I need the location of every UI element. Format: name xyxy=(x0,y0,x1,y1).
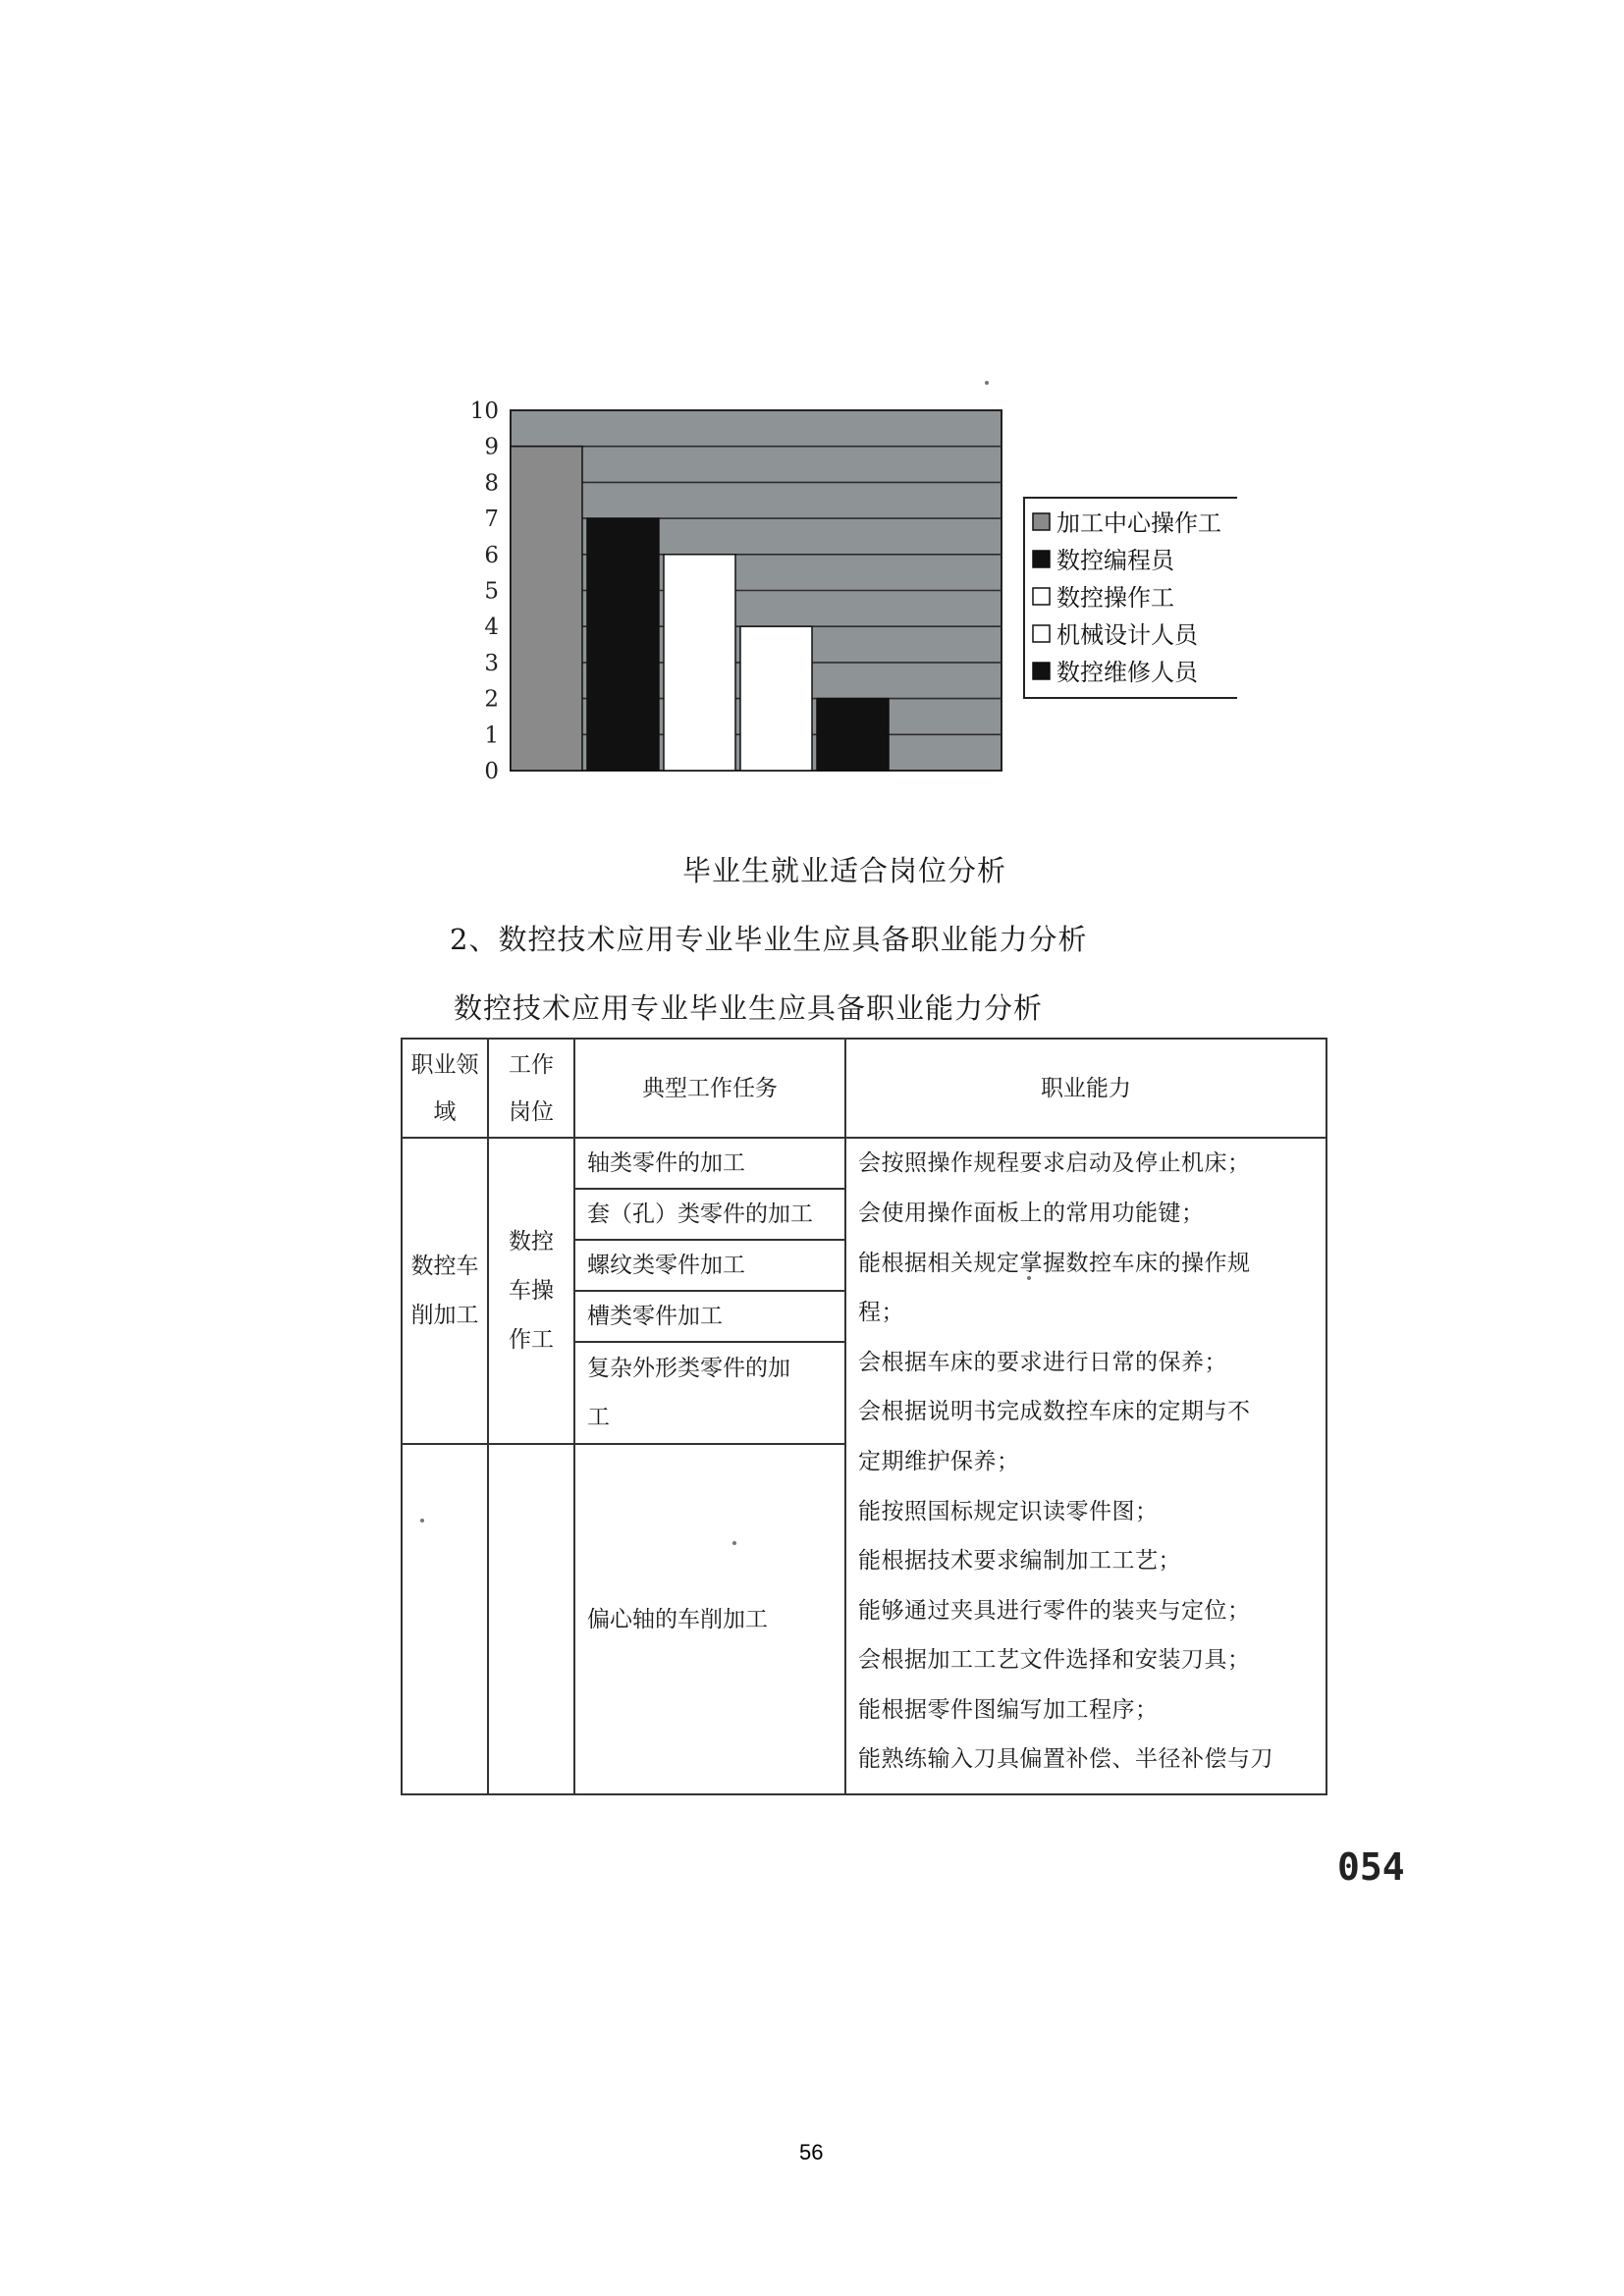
legend-label: 数控编程员 xyxy=(1056,547,1174,574)
domain-cell xyxy=(402,1138,488,1444)
bar-2 xyxy=(587,518,659,771)
ability-line: 会根据加工工艺文件选择和安装刀具； xyxy=(858,1647,1251,1674)
ability-line: 能按照国标规定识读零件图； xyxy=(858,1498,1159,1524)
y-tick-label: 2 xyxy=(484,686,499,713)
header-task: 典型工作任务 xyxy=(574,1039,845,1138)
section-heading: 2、数控技术应用专业毕业生应具备职业能力分析 xyxy=(450,923,1088,956)
legend-label: 机械设计人员 xyxy=(1056,621,1198,649)
scan-speck xyxy=(732,1541,736,1545)
header-post xyxy=(488,1039,574,1138)
bar-4 xyxy=(740,626,812,771)
stamp-page-number: 054 xyxy=(1337,1845,1405,1889)
legend-swatch xyxy=(1033,513,1050,530)
y-axis-ticks xyxy=(470,399,499,784)
ability-line: 会按照操作规程要求启动及停止机床； xyxy=(858,1150,1251,1177)
post-line: 作工 xyxy=(509,1327,554,1354)
task-cell: 偏心轴的车削加工 xyxy=(574,1444,845,1794)
page-number: 56 xyxy=(799,2140,824,2164)
legend-swatch xyxy=(1033,625,1050,642)
task-cell: 槽类零件加工 xyxy=(574,1291,845,1342)
y-tick-label: 8 xyxy=(484,470,499,497)
y-tick-label: 5 xyxy=(484,578,499,605)
ability-line: 能根据零件图编写加工程序； xyxy=(858,1696,1159,1723)
post-line: 车操 xyxy=(509,1278,554,1305)
task-line: 复杂外形类零件的加 xyxy=(587,1356,790,1382)
scan-speck xyxy=(420,1519,424,1522)
task-line: 工 xyxy=(587,1405,610,1431)
header-post-line: 工作 xyxy=(509,1051,554,1078)
bar-3 xyxy=(664,555,735,771)
domain-line: 数控车 xyxy=(410,1254,479,1280)
bar-1 xyxy=(511,447,582,771)
y-tick-label: 6 xyxy=(484,542,499,568)
ability-line: 会根据说明书完成数控车床的定期与不 xyxy=(858,1399,1251,1425)
ability-line: 能根据技术要求编制加工工艺； xyxy=(858,1548,1181,1575)
ability-line: 能熟练输入刀具偏置补偿、半径补偿与刀 xyxy=(858,1746,1273,1773)
table-row xyxy=(402,1138,1326,1189)
scan-speck xyxy=(985,381,989,385)
task-cell xyxy=(574,1342,845,1444)
table-title: 数控技术应用专业毕业生应具备职业能力分析 xyxy=(454,991,1044,1025)
task-cell: 轴类零件的加工 xyxy=(574,1138,845,1189)
y-tick-label: 7 xyxy=(484,507,499,533)
scan-speck xyxy=(1027,1276,1031,1280)
domain-cell-empty xyxy=(402,1444,488,1794)
ability-line: 能够通过夹具进行零件的装夹与定位； xyxy=(858,1597,1251,1624)
ability-table xyxy=(401,1038,1327,1795)
ability-line: 定期维护保养； xyxy=(858,1448,1020,1474)
post-cell xyxy=(488,1138,574,1444)
legend-label: 数控维修人员 xyxy=(1056,659,1198,686)
y-tick-label: 0 xyxy=(484,759,499,784)
ability-line: 能根据相关规定掌握数控车床的操作规 xyxy=(858,1250,1251,1276)
legend-swatch xyxy=(1033,551,1050,567)
header-domain-line: 域 xyxy=(433,1098,457,1125)
header-domain-line: 职业领 xyxy=(410,1051,479,1078)
y-tick-label: 4 xyxy=(484,614,499,641)
header-domain xyxy=(402,1039,488,1138)
legend-swatch xyxy=(1033,663,1050,679)
y-tick-label: 9 xyxy=(484,434,499,460)
legend-label: 数控操作工 xyxy=(1056,584,1174,612)
chart-caption: 毕业生就业适合岗位分析 xyxy=(682,854,1007,887)
y-tick-label: 1 xyxy=(484,722,499,749)
table-header-row xyxy=(402,1039,1326,1138)
bar-5 xyxy=(817,699,889,771)
legend xyxy=(1024,498,1237,698)
legend-swatch xyxy=(1033,588,1050,605)
bar-chart xyxy=(452,388,1237,810)
header-ability: 职业能力 xyxy=(845,1039,1326,1138)
task-cell: 螺纹类零件加工 xyxy=(574,1240,845,1291)
domain-line: 削加工 xyxy=(410,1303,479,1329)
ability-line: 会使用操作面板上的常用功能键； xyxy=(858,1200,1205,1226)
task-cell: 套（孔）类零件的加工 xyxy=(574,1189,845,1240)
post-cell-empty xyxy=(488,1444,574,1794)
header-post-line: 岗位 xyxy=(509,1098,554,1125)
legend-label: 加工中心操作工 xyxy=(1056,509,1221,537)
y-tick-label: 3 xyxy=(484,650,499,676)
ability-cell xyxy=(845,1138,1326,1794)
ability-line: 程； xyxy=(858,1300,904,1326)
post-line: 数控 xyxy=(509,1229,554,1255)
y-tick-label: 10 xyxy=(469,399,499,424)
ability-line: 会根据车床的要求进行日常的保养； xyxy=(858,1349,1227,1375)
